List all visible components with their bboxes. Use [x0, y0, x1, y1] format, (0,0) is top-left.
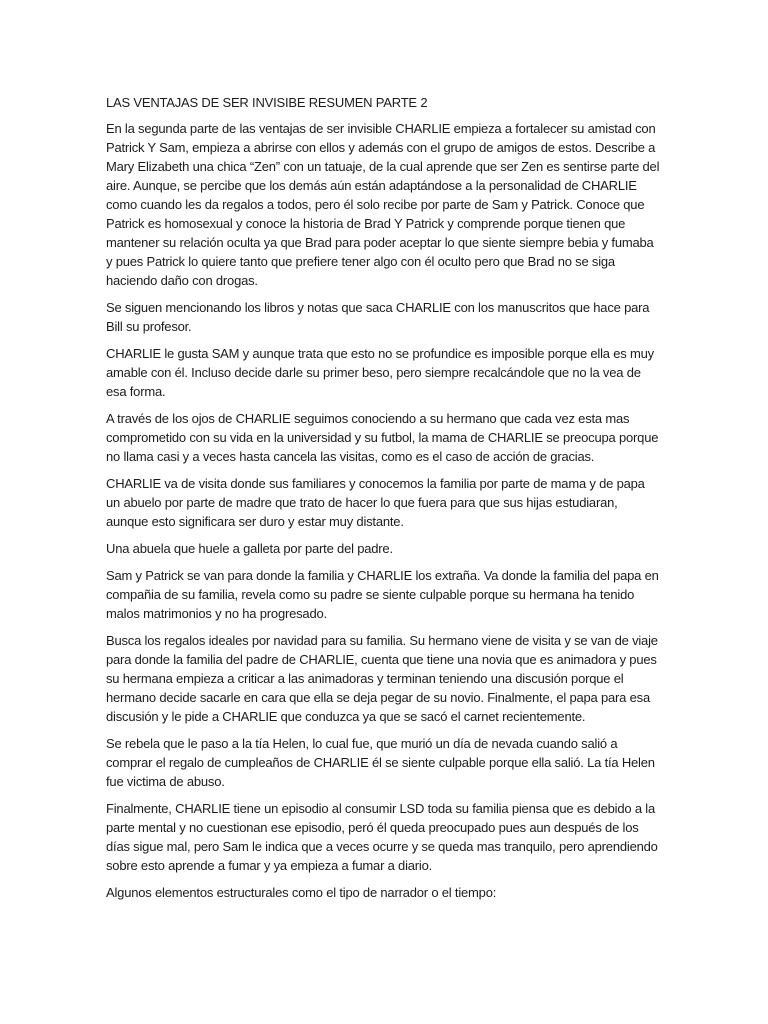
paragraph: Busca los regalos ideales por navidad para su familia. Su hermano viene de visita y se van de viaje para donde la familia del padre de CHARLIE, cuenta que tiene una novia que es animadora y pues su hermana empieza a criticar a las animadoras y terminan teniendo una discusión porque el hermano decide sacarle en cara que ella se deja pegar de su novio. Finalmente, el papa para esa discusión y le pide a CHARLIE que conduzca ya que se sacó el carnet recientemente. — [106, 633, 658, 724]
paragraph: Se siguen mencionando los libros y notas que saca CHARLIE con los manuscritos que hace para Bill su profesor. — [106, 300, 650, 334]
paragraph: Se rebela que le paso a la tía Helen, lo cual fue, que murió un día de nevada cuando salió a comprar el regalo de cumpleaños de CHARLIE él se siente culpable porque ella salió. La tía Helen fue victima de abuso. — [106, 736, 655, 789]
paragraph: CHARLIE va de visita donde sus familiares y conocemos la familia por parte de mama y de papa un abuelo por parte de madre que trato de hacer lo que fuera para que sus hijas estudiaran, aunque esto significara ser duro y estar muy distante. — [106, 476, 645, 529]
document-page — [106, 93, 662, 910]
paragraph: A través de los ojos de CHARLIE seguimos conociendo a su hermano que cada vez esta mas comprometido con su vida en la universidad y su futbol, la mama de CHARLIE se preocupa porque no llama casi y a veces hasta cancela las visitas, como es el caso de acción de gracias. — [106, 411, 659, 464]
paragraph: Algunos elementos estructurales como el tipo de narrador o el tiempo: — [106, 885, 497, 900]
paragraph: Sam y Patrick se van para donde la familia y CHARLIE los extraña. Va donde la familia del papa en compañia de su familia, revela como su padre se siente culpable porque su hermana ha tenido malos matrimonios y no ha progresado. — [106, 568, 659, 621]
paragraph: CHARLIE le gusta SAM y aunque trata que esto no se profundice es imposible porque ella es muy amable con él. Incluso decide darle su primer beso, pero siempre recalcándole que no la vea de esa forma. — [106, 346, 654, 399]
paragraph: Finalmente, CHARLIE tiene un episodio al consumir LSD toda su familia piensa que es debido a la parte mental y no cuestionan ese episodio, peró él queda preocupado pues aun después de los días sigue mal, pero Sam le indica que a veces ocurre y se queda mas tranquilo, pero aprendiendo sobre esto aprende a fumar y ya empieza a fumar a diario. — [106, 801, 658, 873]
document-title: LAS VENTAJAS DE SER INVISIBE RESUMEN PARTE 2 — [106, 95, 428, 110]
paragraph: Una abuela que huele a galleta por parte del padre. — [106, 541, 393, 556]
paragraph: En la segunda parte de las ventajas de ser invisible CHARLIE empieza a fortalecer su amistad con Patrick Y Sam, empieza a abrirse con ellos y además con el grupo de amigos de estos. Describe a Mary Elizabeth una chica “Zen” con un tatuaje, de la cual aprende que ser Zen es sentirse parte del aire. Aunque, se percibe que los demás aún están adaptándose a la personalidad de CHARLIE como cuando les da regalos a todos, pero él solo recibe por parte de Sam y Patrick. Conoce que Patrick es homosexual y conoce la historia de Brad Y Patrick y comprende porque tienen que mantener su relación oculta ya que Brad para poder aceptar lo que siente siempre bebia y fumaba y pues Patrick lo quiere tanto que prefiere tener algo con él oculto pero que Brad no se siga haciendo daño con drogas. — [106, 121, 660, 288]
